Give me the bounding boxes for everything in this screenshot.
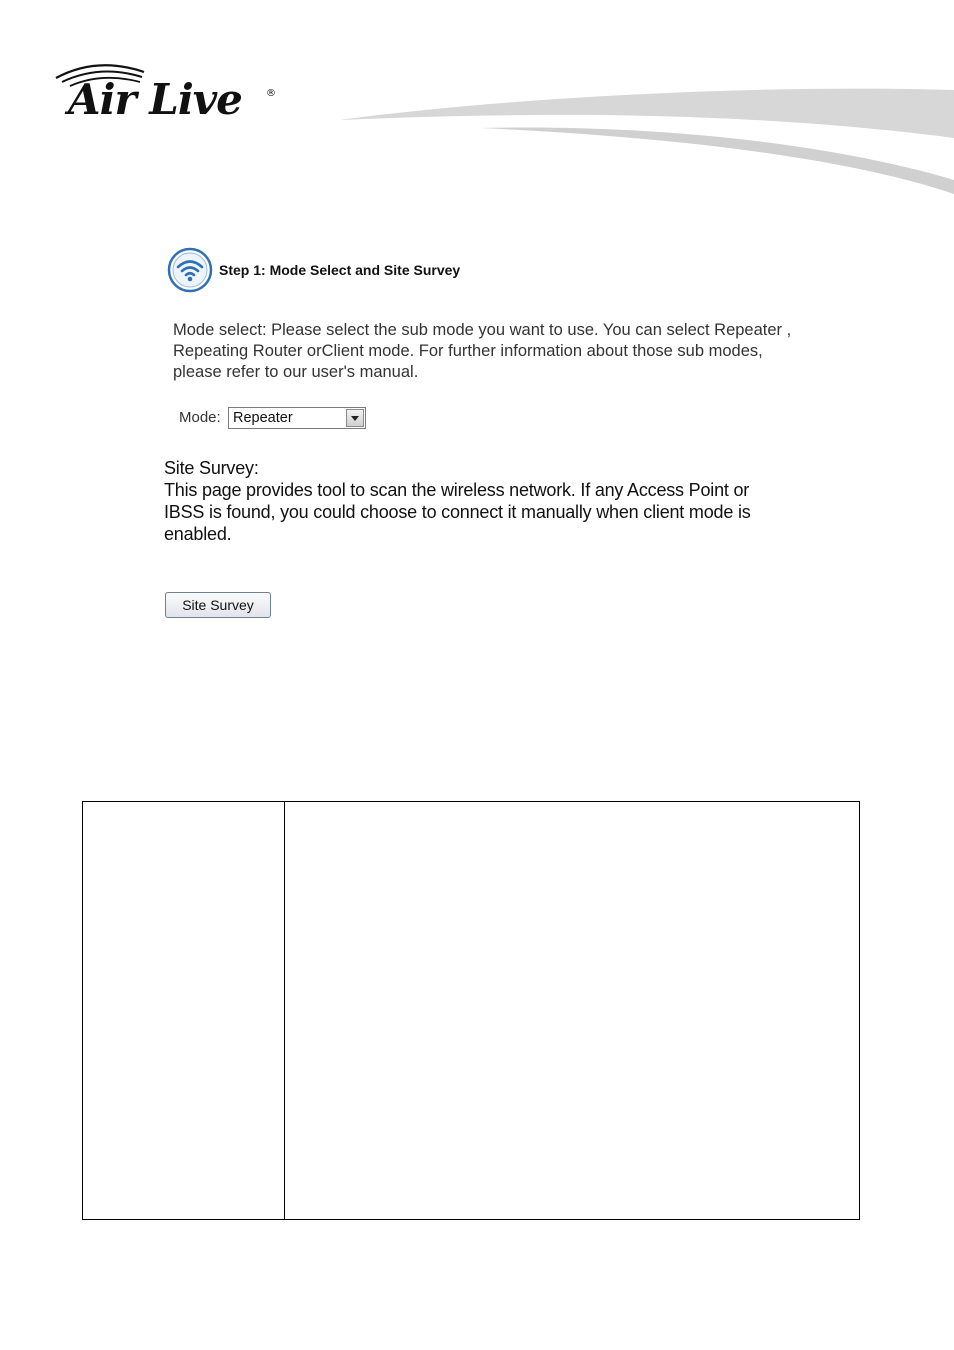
- mode-description: Mode select: Please select the sub mode you want to use. You can select Repeater , Repeating Router orClient mode. For further information about those sub modes, please refer to our user's manual.: [173, 321, 792, 381]
- table-cell-right: [285, 802, 859, 1219]
- info-table: [82, 801, 860, 1220]
- registered-mark: ®: [266, 88, 276, 99]
- mode-select[interactable]: [228, 407, 366, 429]
- site-survey-section: [164, 457, 784, 545]
- airlive-logo: [52, 58, 292, 128]
- step-title: Step 1: Mode Select and Site Survey: [219, 262, 461, 278]
- header-swoosh: [340, 84, 954, 196]
- site-survey-button[interactable]: Site Survey: [165, 592, 271, 618]
- site-survey-heading: Site Survey:: [164, 458, 259, 478]
- wifi-icon: [166, 246, 214, 294]
- mode-select-value: Repeater: [233, 410, 293, 426]
- logo-text: Air Live: [68, 75, 242, 124]
- table-cell-left: [83, 802, 284, 1219]
- mode-label: Mode:: [179, 409, 221, 426]
- site-survey-description: This page provides tool to scan the wireless network. If any Access Point or IBSS is found, you could choose to connect it manually when client mode is enabled.: [164, 480, 751, 544]
- chevron-down-icon[interactable]: [346, 409, 364, 427]
